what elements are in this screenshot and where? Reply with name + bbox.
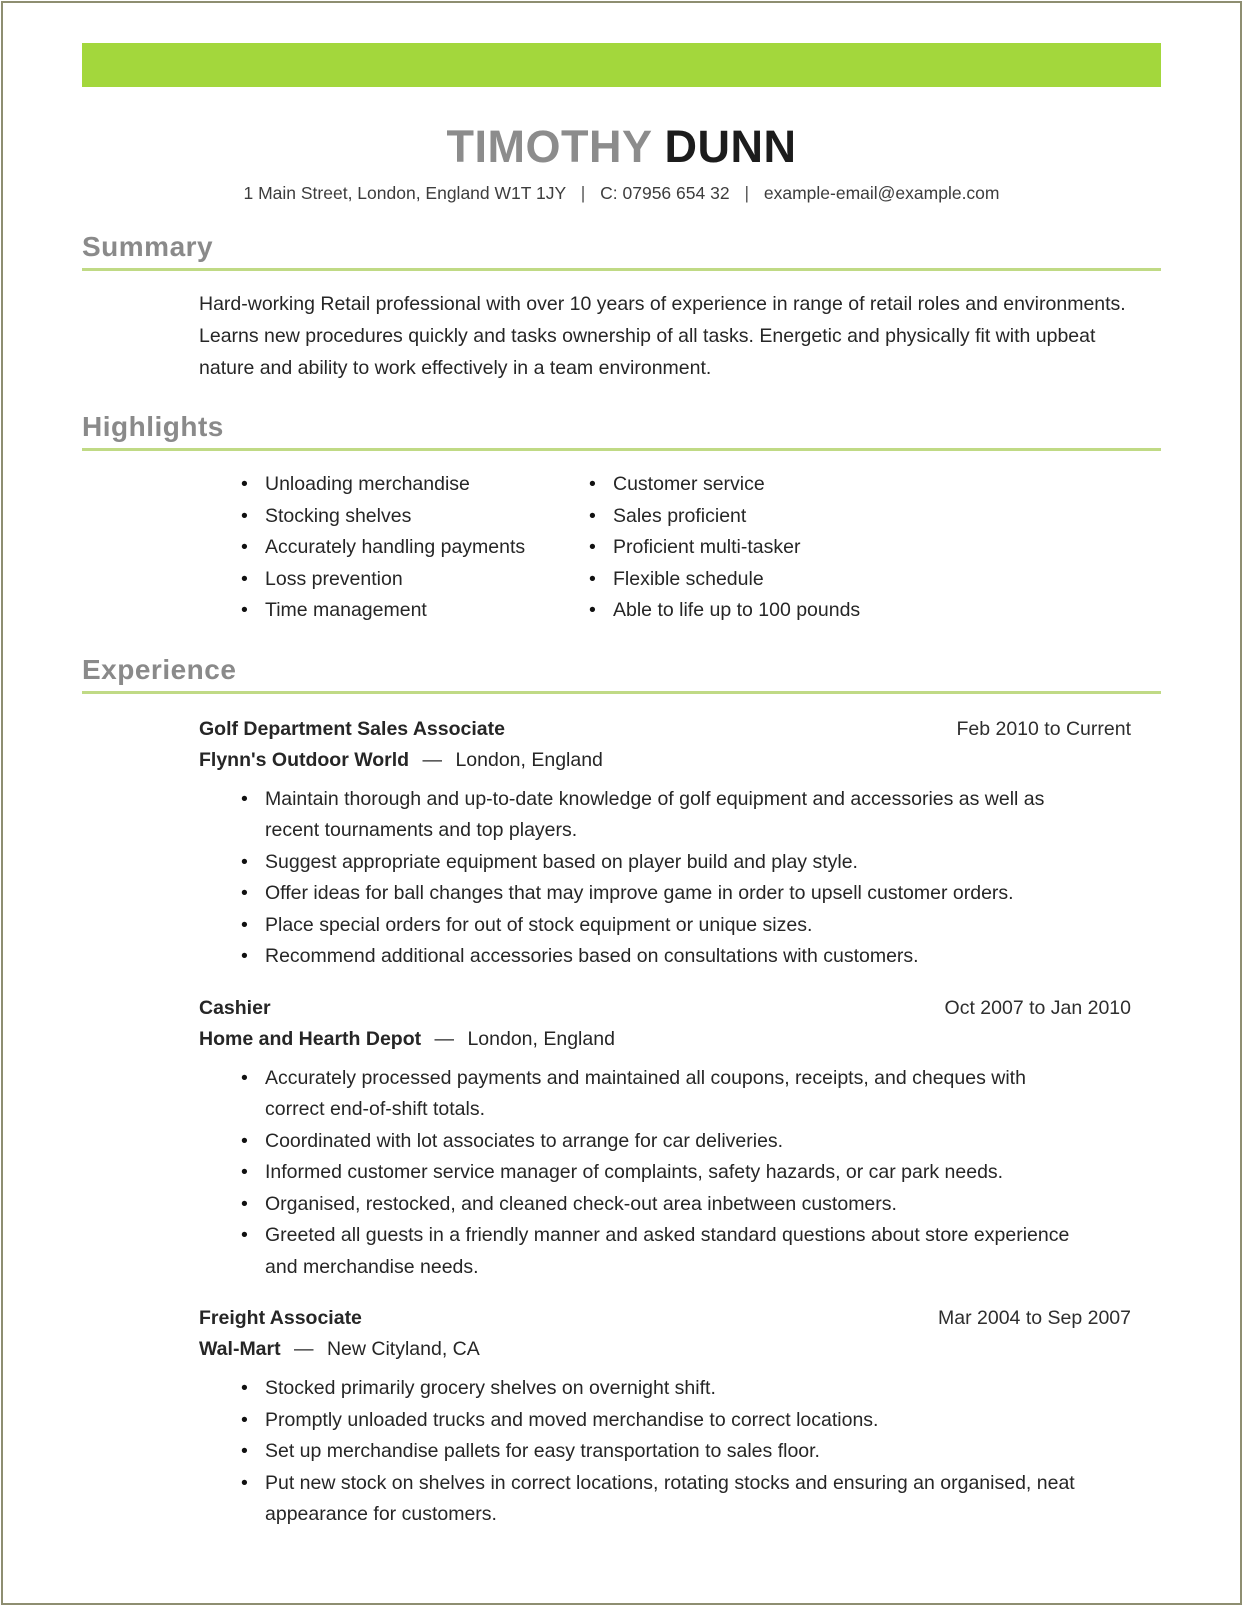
- bullet-item: • Promptly unloaded trucks and moved merchandise to correct locations.: [239, 1405, 1075, 1437]
- job-location: London, England: [467, 1027, 615, 1050]
- job-title: Golf Department Sales Associate: [199, 717, 505, 740]
- bullet-item: • Accurately handling payments: [239, 532, 587, 564]
- job-company: Wal-Mart: [199, 1338, 281, 1360]
- job-location: London, England: [455, 748, 603, 771]
- first-name: TIMOTHY: [446, 121, 653, 172]
- highlights-column-1: [239, 469, 587, 627]
- job-company-line: [199, 1024, 1131, 1055]
- job-bullet-list: [199, 784, 1075, 973]
- job-entry: [199, 1303, 1131, 1531]
- bullet-item: • Maintain thorough and up-to-date knowledge of golf equipment and accessories as well as recent tournaments and top players.: [239, 784, 1075, 847]
- bullet-item: • Flexible schedule: [587, 564, 935, 596]
- bullet-item: • Put new stock on shelves in correct locations, rotating stocks and ensuring an organised, neat appearance for customers.: [239, 1468, 1075, 1531]
- last-name: DUNN: [664, 121, 797, 172]
- job-title: Cashier: [199, 996, 271, 1019]
- company-location-separator: —: [422, 748, 443, 771]
- contact-address: 1 Main Street, London, England W1T 1JY: [243, 183, 566, 203]
- company-location-separator: —: [434, 1027, 455, 1050]
- job-header: [199, 993, 1131, 1024]
- accent-bar: [82, 43, 1161, 87]
- job-company-line: [199, 745, 1131, 776]
- bullet-item: • Recommend additional accessories based on consultations with customers.: [239, 941, 1075, 973]
- job-company: Flynn's Outdoor World: [199, 748, 410, 771]
- bullet-item: • Set up merchandise pallets for easy transportation to sales floor.: [239, 1436, 1075, 1468]
- job-header: [199, 714, 1131, 745]
- company-location-separator: —: [294, 1338, 314, 1360]
- job-dates: Oct 2007 to Jan 2010: [944, 996, 1131, 1019]
- job-entry: [199, 993, 1131, 1284]
- bullet-item: • Stocking shelves: [239, 501, 587, 533]
- contact-separator: |: [580, 183, 586, 203]
- bullet-item: • Informed customer service manager of complaints, safety hazards, or car park needs.: [239, 1157, 1075, 1189]
- bullet-item: • Customer service: [587, 469, 935, 501]
- bullet-item: • Unloading merchandise: [239, 469, 587, 501]
- resume-page: [1, 1, 1242, 1605]
- highlights-column-2: [587, 469, 935, 627]
- highlights-section-title: Highlights: [82, 411, 1161, 451]
- bullet-item: • Greeted all guests in a friendly manner and asked standard questions about store experience and merchandise needs.: [239, 1220, 1075, 1283]
- bullet-item: • Loss prevention: [239, 564, 587, 596]
- job-header: [199, 1303, 1131, 1334]
- job-dates: Mar 2004 to Sep 2007: [938, 1307, 1131, 1329]
- job-company: Home and Hearth Depot: [199, 1027, 422, 1050]
- bullet-item: • Proficient multi-tasker: [587, 532, 935, 564]
- bullet-item: • Place special orders for out of stock equipment or unique sizes.: [239, 910, 1075, 942]
- contact-separator: |: [744, 183, 749, 203]
- job-bullet-list: [199, 1063, 1075, 1284]
- page-title: [82, 121, 1161, 173]
- bullet-item: • Stocked primarily grocery shelves on overnight shift.: [239, 1373, 1075, 1405]
- bullet-item: • Offer ideas for ball changes that may improve game in order to upsell customer orders.: [239, 878, 1075, 910]
- bullet-item: • Coordinated with lot associates to arrange for car deliveries.: [239, 1126, 1075, 1158]
- contact-line: [82, 183, 1161, 204]
- job-entry: [199, 714, 1131, 973]
- summary-text: Hard-working Retail professional with over 10 years of experience in range of retail roles and environments. Learns new procedures quickly and tasks ownership of all tasks. Energetic and physically fit with upbeat nature and ability to work effectively in a team environment.: [199, 293, 1126, 379]
- bullet-item: • Sales proficient: [587, 501, 935, 533]
- resume-content: [3, 43, 1240, 1531]
- job-title: Freight Associate: [199, 1307, 362, 1329]
- contact-email: example-email@example.com: [763, 183, 1000, 203]
- job-company-line: [199, 1334, 1131, 1365]
- bullet-item: • Organised, restocked, and cleaned check-out area inbetween customers.: [239, 1189, 1075, 1221]
- bullet-item: • Suggest appropriate equipment based on player build and play style.: [239, 847, 1075, 879]
- highlights-list: [239, 469, 1161, 627]
- summary-section-title: Summary: [82, 231, 1161, 271]
- bullet-item: • Time management: [239, 595, 587, 627]
- contact-phone: C: 07956 654 32: [600, 183, 730, 203]
- bullet-item: • Accurately processed payments and maintained all coupons, receipts, and cheques with correct end-of-shift totals.: [239, 1063, 1075, 1126]
- job-dates: Feb 2010 to Current: [956, 717, 1131, 740]
- job-bullet-list: [199, 1373, 1075, 1531]
- experience-section-title: Experience: [82, 654, 1161, 694]
- job-location: New Cityland, CA: [326, 1338, 480, 1360]
- bullet-item: • Able to life up to 100 pounds: [587, 595, 935, 627]
